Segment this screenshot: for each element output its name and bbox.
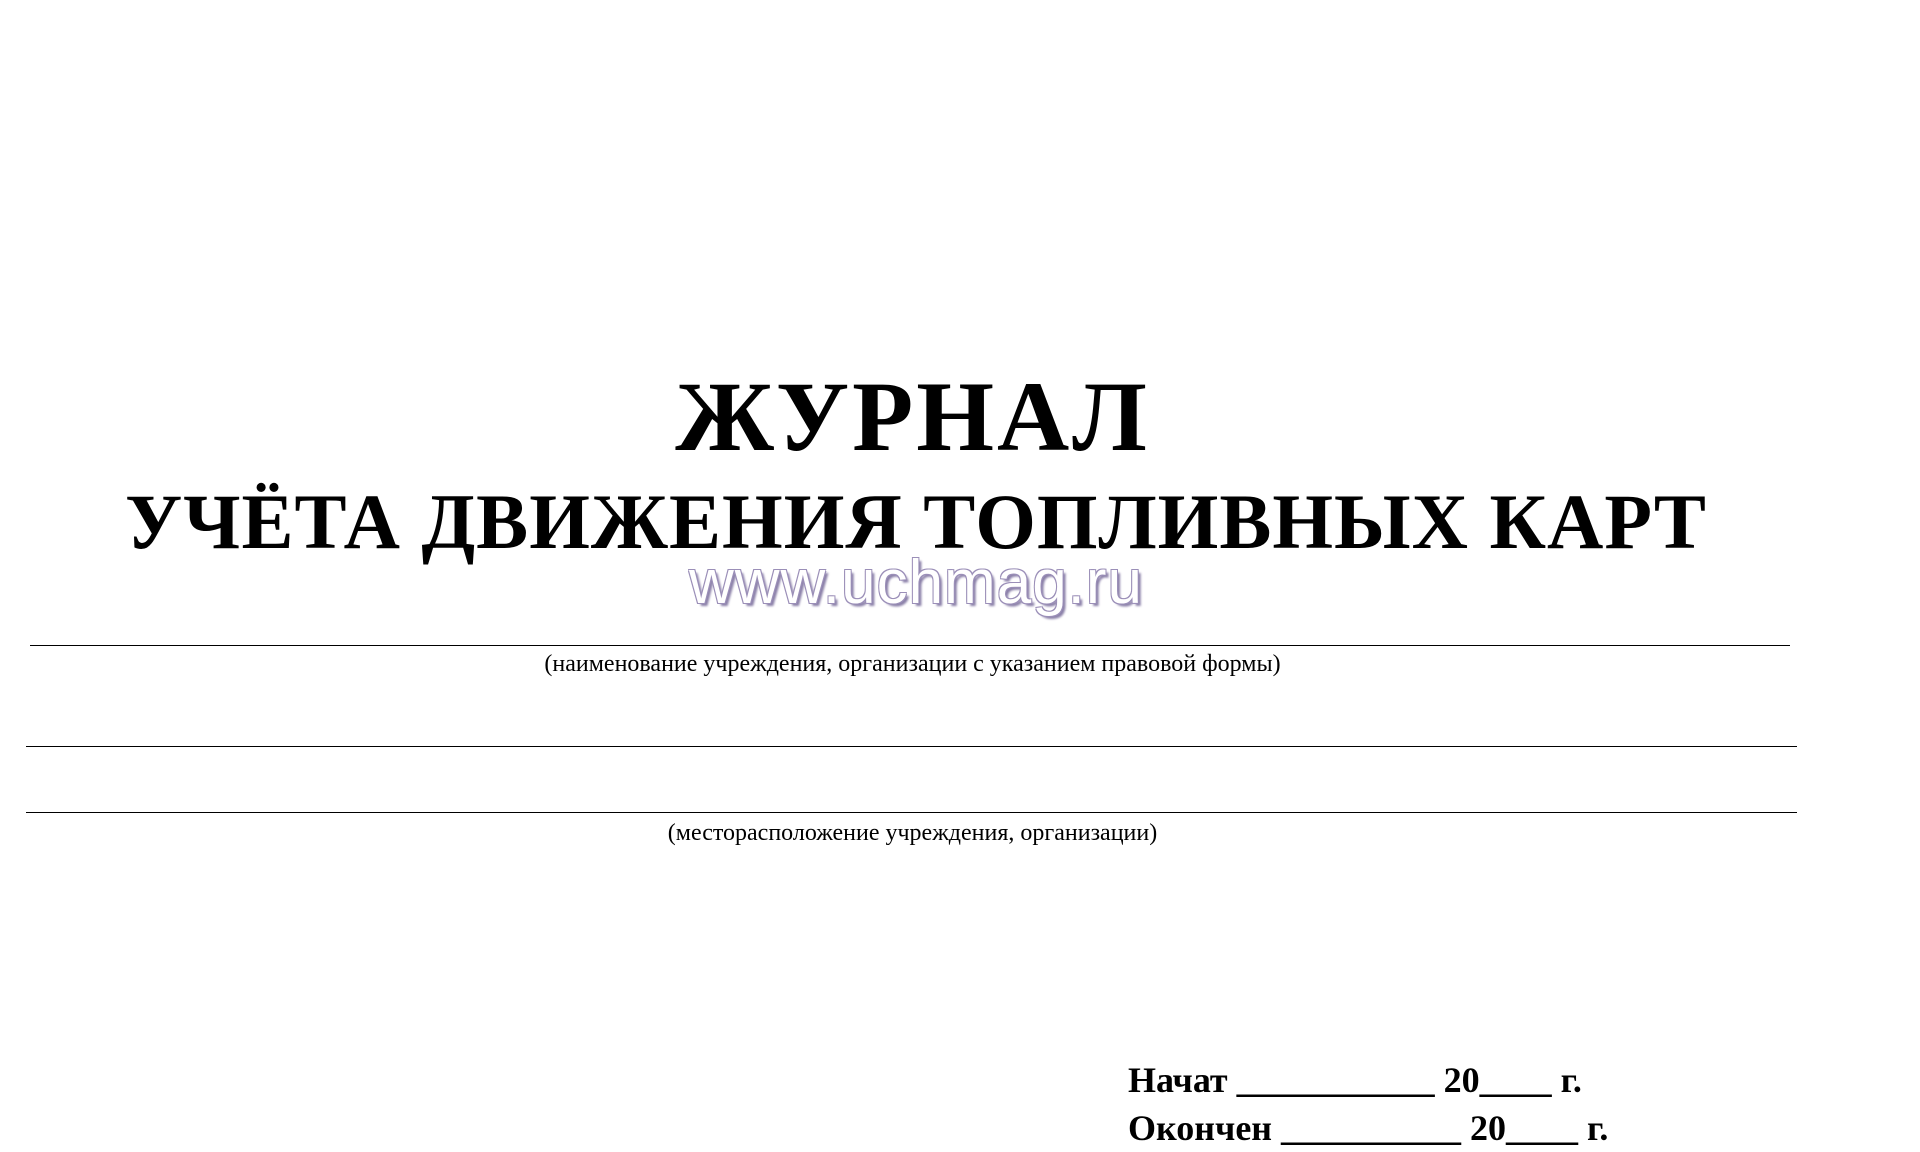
organization-name-line (30, 645, 1790, 646)
location-caption: (месторасположение учреждения, организации) (667, 820, 1158, 846)
location-line-1 (26, 746, 1797, 747)
organization-name-caption: (наименование учреждения, организации с указанием правовой формы) (544, 651, 1281, 677)
watermark: www.uchmag.ru (688, 548, 1144, 617)
document-title: ЖУРНАЛ (675, 361, 1150, 472)
started-date-line: Начат ___________ 20____ г. (1128, 1060, 1582, 1100)
finished-date-line: Окончен __________ 20____ г. (1128, 1108, 1609, 1148)
document-subtitle: УЧЁТА ДВИЖЕНИЯ ТОПЛИВНЫХ КАРТ (125, 478, 1707, 565)
location-line-2 (26, 812, 1797, 813)
